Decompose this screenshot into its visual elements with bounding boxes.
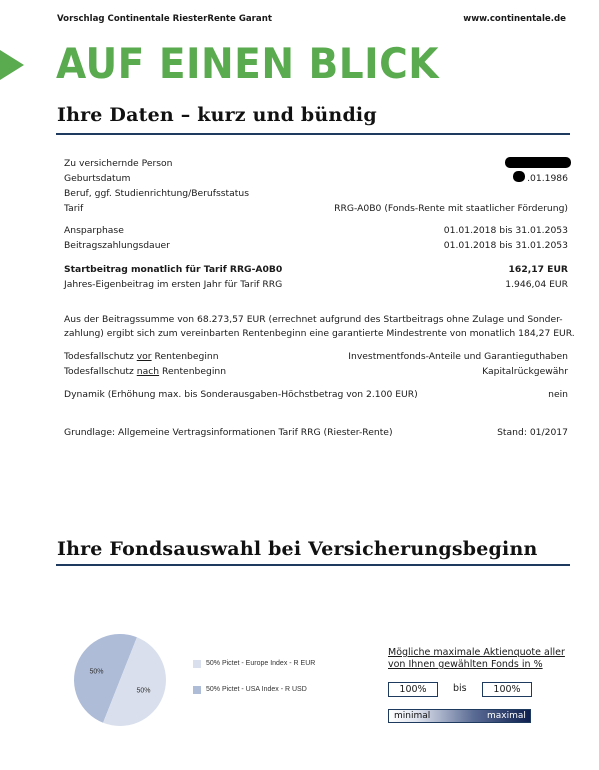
tarif-value: RRG-A0B0 (Fonds-Rente mit staatlicher Förderung) bbox=[334, 203, 568, 214]
hero-title: AUF EINEN BLICK bbox=[56, 39, 440, 88]
birth-label: Geburtsdatum bbox=[64, 173, 131, 184]
job-label: Beruf, ggf. Studienrichtung/Berufsstatus bbox=[64, 188, 250, 199]
dynamik-value: nein bbox=[548, 389, 568, 400]
legend-label: 50% Pictet - Europe Index - R EUR bbox=[206, 660, 316, 667]
green-arrow-icon bbox=[0, 50, 24, 80]
bis-label: bis bbox=[453, 683, 467, 694]
startbeitrag-label: Startbeitrag monatlich für Tarif RRG-A0B0 bbox=[64, 264, 283, 275]
tod-vor-value: Investmentfonds-Anteile und Garantieguthaben bbox=[348, 351, 568, 362]
legend-swatch bbox=[193, 686, 201, 694]
header-document-title: Vorschlag Continentale RiesterRente Garant bbox=[57, 14, 272, 24]
paragraph-line-2: zahlung) ergibt sich zum vereinbarten Rentenbeginn eine garantierte Mindestrente von monatlich 184,27 EUR. bbox=[64, 328, 575, 339]
ansparphase-label: Ansparphase bbox=[64, 225, 124, 236]
beitragsdauer-value: 01.01.2018 bis 31.01.2053 bbox=[443, 240, 568, 251]
legend-label: 50% Pictet - USA Index - R USD bbox=[206, 686, 307, 693]
tod-nach-label: Todesfallschutz nach Rentenbeginn bbox=[64, 366, 227, 377]
aktienquote-max-box: 100% bbox=[482, 682, 532, 697]
pie-slice-label: 50% bbox=[89, 668, 104, 676]
eigenbeitrag-label: Jahres-Eigenbeitrag im ersten Jahr für Tarif RRG bbox=[64, 279, 283, 290]
section-rule bbox=[56, 564, 570, 566]
tod-nach-value: Kapitalrückgewähr bbox=[482, 366, 568, 377]
aktienquote-caption: Mögliche maximale Aktienquote aller von Ihnen gewählten Fonds in % bbox=[388, 647, 565, 670]
tod-vor-label: Todesfallschutz vor Rentenbeginn bbox=[64, 351, 219, 362]
header-website: www.continentale.de bbox=[463, 14, 566, 24]
aktienquote-min-box: 100% bbox=[388, 682, 438, 697]
paragraph-line-1: Aus der Beitragssumme von 68.273,57 EUR (errechnet aufgrund des Startbeitrags ohne Zulage und Sonder- bbox=[64, 314, 563, 325]
scale-min-label: minimal bbox=[394, 711, 431, 721]
eigenbeitrag-value: 1.946,04 EUR bbox=[505, 279, 568, 290]
tarif-label: Tarif bbox=[64, 203, 84, 214]
dynamik-label: Dynamik (Erhöhung max. bis Sonderausgaben-Höchstbetrag von 2.100 EUR) bbox=[64, 389, 418, 400]
fund-pie-chart bbox=[70, 630, 180, 740]
grundlage-label: Grundlage: Allgemeine Vertragsinformationen Tarif RRG (Riester-Rente) bbox=[64, 427, 393, 438]
redaction-bar bbox=[505, 157, 571, 168]
section-title-funds: Ihre Fondsauswahl bei Versicherungsbeginn bbox=[57, 538, 538, 560]
redaction-blob bbox=[513, 171, 525, 182]
ansparphase-value: 01.01.2018 bis 31.01.2053 bbox=[443, 225, 568, 236]
person-label: Zu versichernde Person bbox=[64, 158, 173, 169]
startbeitrag-value: 162,17 EUR bbox=[508, 264, 568, 275]
grundlage-value: Stand: 01/2017 bbox=[497, 427, 568, 438]
section-rule bbox=[56, 133, 570, 135]
pie-slice-label: 50% bbox=[136, 687, 151, 695]
scale-max-label: maximal bbox=[487, 711, 526, 721]
birth-value: .01.1986 bbox=[527, 173, 568, 184]
section-title-data: Ihre Daten – kurz und bündig bbox=[57, 104, 377, 126]
beitragsdauer-label: Beitragszahlungsdauer bbox=[64, 240, 170, 251]
legend-swatch bbox=[193, 660, 201, 668]
